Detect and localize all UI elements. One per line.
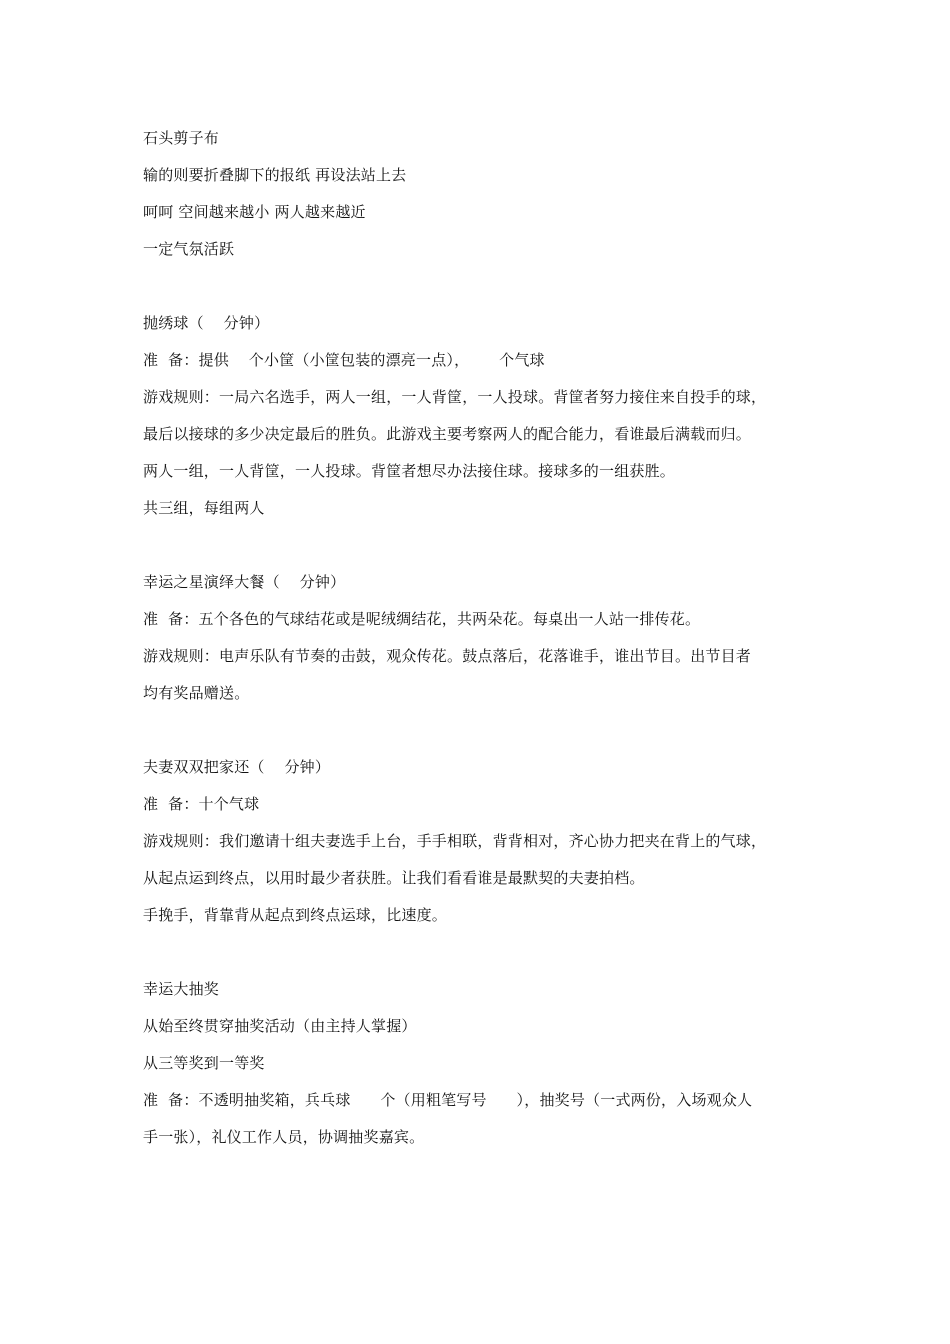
text-line: 从始至终贯穿抽奖活动（由主持人掌握） (143, 1017, 417, 1035)
paragraph-gap (143, 527, 813, 564)
text-line: 手挽手，背靠背从起点到终点运球，比速度。 (143, 906, 448, 924)
text-line: 游戏规则：我们邀请十组夫妻选手上台，手手相联，背背相对，齐心协力把夹在背上的气球， (143, 832, 767, 850)
text-line: 游戏规则：一局六名选手，两人一组，一人背筐，一人投球。背筐者努力接住来自投手的球， (143, 388, 767, 406)
text-line: 共三组，每组两人 (143, 499, 265, 517)
text-line: 呵呵 空间越来越小 两人越来越近 (143, 203, 366, 221)
text-line: 输的则要折叠脚下的报纸 再设法站上去 (143, 166, 407, 184)
section-heading: 幸运大抽奖 (143, 980, 220, 998)
paragraph-gap (143, 268, 813, 305)
text-line: 从起点运到终点，以用时最少者获胜。让我们看看谁是最默契的夫妻拍档。 (143, 869, 645, 887)
text-line: 准 备：五个各色的气球结花或是呢绒绸结花，共两朵花。每桌出一人站一排传花。 (143, 610, 701, 628)
document-body (143, 120, 813, 1156)
text-line: 两人一组，一人背筐，一人投球。背筐者想尽办法接住球。接球多的一组获胜。 (143, 462, 676, 480)
text-line: 最后以接球的多少决定最后的胜负。此游戏主要考察两人的配合能力，看谁最后满载而归。 (143, 425, 752, 443)
section-heading: 夫妻双双把家还（ 分钟） (143, 758, 331, 776)
text-line: 手一张），礼仪工作人员，协调抽奖嘉宾。 (143, 1128, 425, 1146)
text-line: 准 备：十个气球 (143, 795, 260, 813)
section-heading: 抛绣球（ 分钟） (143, 314, 270, 332)
text-line: 一定气氛活跃 (143, 240, 235, 258)
text-line: 石头剪子布 (143, 129, 220, 147)
text-line: 均有奖品赠送。 (143, 684, 250, 702)
text-line: 从三等奖到一等奖 (143, 1054, 265, 1072)
text-line: 游戏规则：电声乐队有节奏的击鼓，观众传花。鼓点落后，花落谁手，谁出节目。出节目者 (143, 647, 752, 665)
text-line: 准 备：不透明抽奖箱，兵乓球 个（用粗笔写号 ），抽奖号（一式两份，入场观众人 (143, 1091, 753, 1109)
section-heading: 幸运之星演绎大餐（ 分钟） (143, 573, 346, 591)
paragraph-gap (143, 934, 813, 971)
paragraph-gap (143, 712, 813, 749)
text-line: 准 备：提供 个小筐（小筐包装的漂亮一点）， 个气球 (143, 351, 545, 369)
